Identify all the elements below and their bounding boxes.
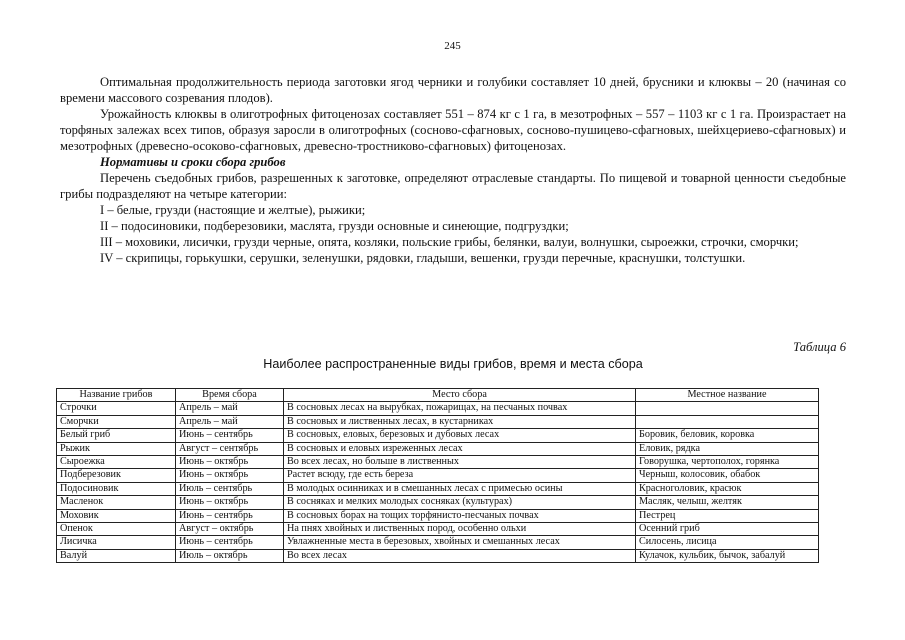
cell-local-name: Красноголовик, красюк: [636, 482, 819, 495]
table-row: [57, 482, 819, 495]
cell-time: Июнь – октябрь: [176, 456, 284, 469]
cell-name: Валуй: [57, 549, 176, 562]
cell-place: В молодых осинниках и в смешанных лесах с примесью осины: [284, 482, 636, 495]
category-item: III – моховики, лисички, грузди черные, опята, козляки, польские грибы, белянки, валуи, волнушки, сыроежки, строчки, сморчки;: [100, 235, 799, 249]
table-row: [57, 549, 819, 562]
cell-place: Во всех лесах: [284, 549, 636, 562]
cell-place: Увлажненные места в березовых, хвойных и смешанных лесах: [284, 536, 636, 549]
cell-name: Строчки: [57, 402, 176, 415]
cell-place: В сосновых и лиственных лесах, в кустарниках: [284, 415, 636, 428]
cell-place: В сосняках и мелких молодых сосняках (культурах): [284, 496, 636, 509]
cell-name: Масленок: [57, 496, 176, 509]
cell-local-name: Черныш, колосовик, обабок: [636, 469, 819, 482]
cell-place: Растет всюду, где есть береза: [284, 469, 636, 482]
table-row: [57, 442, 819, 455]
cell-name: Белый гриб: [57, 429, 176, 442]
cell-local-name: Еловик, рядка: [636, 442, 819, 455]
header-time: Время сбора: [176, 389, 284, 402]
category-item: IV – скрипицы, горькушки, серушки, зеленушки, рядовки, гладыши, вешенки, грузди перечные, краснушки, толстушки.: [100, 251, 746, 265]
cell-time: Июнь – сентябрь: [176, 536, 284, 549]
cell-time: Июнь – сентябрь: [176, 429, 284, 442]
header-place: Место сбора: [284, 389, 636, 402]
table-row: [57, 523, 819, 536]
cell-time: Август – октябрь: [176, 523, 284, 536]
cell-name: Опенок: [57, 523, 176, 536]
cell-name: Сморчки: [57, 415, 176, 428]
cell-name: Моховик: [57, 509, 176, 522]
cell-time: Июль – сентябрь: [176, 482, 284, 495]
cell-time: Июнь – октябрь: [176, 469, 284, 482]
header-name: Название грибов: [57, 389, 176, 402]
table-row: [57, 469, 819, 482]
page-number: 245: [444, 40, 461, 52]
cell-place: В сосновых, еловых, березовых и дубовых лесах: [284, 429, 636, 442]
table-row: [57, 456, 819, 469]
cell-local-name: Масляк, челыш, желтяк: [636, 496, 819, 509]
table-row: [57, 402, 819, 415]
table-header-row: [57, 389, 819, 402]
cell-local-name: Кулачок, кульбик, бычок, забалуй: [636, 549, 819, 562]
cell-local-name: Говорушка, чертополох, горянка: [636, 456, 819, 469]
cell-local-name: Боровик, беловик, коровка: [636, 429, 819, 442]
mushroom-table: [56, 388, 819, 563]
cell-local-name: Пестрец: [636, 509, 819, 522]
cell-name: Рыжик: [57, 442, 176, 455]
cell-name: Подосиновик: [57, 482, 176, 495]
cell-place: В сосновых лесах на вырубках, пожарищах, на песчаных почвах: [284, 402, 636, 415]
table-row: [57, 429, 819, 442]
cell-time: Апрель – май: [176, 402, 284, 415]
table-title: Наиболее распространенные виды грибов, время и места сбора: [263, 357, 643, 371]
header-local-name: Местное название: [636, 389, 819, 402]
cell-local-name: [636, 402, 819, 415]
table-row: [57, 415, 819, 428]
table-row: [57, 509, 819, 522]
cell-name: Лисичка: [57, 536, 176, 549]
body-text: [60, 74, 846, 266]
section-heading: Нормативы и сроки сбора грибов: [100, 155, 286, 169]
cell-local-name: [636, 415, 819, 428]
table-label: Таблица 6: [793, 340, 846, 354]
paragraph: Перечень съедобных грибов, разрешенных к заготовке, определяют отраслевые стандарты. По пищевой и товарной ценности съедобные грибы подразделяют на четыре категории:: [60, 171, 846, 201]
cell-place: В сосновых борах на тощих торфянисто-песчаных почвах: [284, 509, 636, 522]
cell-place: На пнях хвойных и лиственных пород, особенно ольхи: [284, 523, 636, 536]
cell-place: Во всех лесах, но больше в лиственных: [284, 456, 636, 469]
category-item: II – подосиновики, подберезовики, маслята, грузди основные и синеющие, подгруздки;: [100, 219, 569, 233]
cell-time: Август – сентябрь: [176, 442, 284, 455]
cell-place: В сосновых и еловых изреженных лесах: [284, 442, 636, 455]
cell-time: Июль – октябрь: [176, 549, 284, 562]
paragraph: Урожайность клюквы в олиготрофных фитоценозах составляет 551 – 874 кг с 1 га, в мезотрофных – 557 – 1103 кг с 1 га. Произрастает на торфяных залежах всех типов, образуя заросли в олиготрофных (сосново-сфагновых, сосново-пушицево-сфагновых, шейхцериево-сфагновых) и мезотрофных (древесно-осоково-сфагновых, древесно-тростниково-сфагновых) фитоценозах.: [60, 107, 846, 153]
table-row: [57, 536, 819, 549]
cell-time: Июнь – сентябрь: [176, 509, 284, 522]
cell-time: Июнь – октябрь: [176, 496, 284, 509]
paragraph: Оптимальная продолжительность периода заготовки ягод черники и голубики составляет 10 дней, брусники и клюквы – 20 (начиная со времени массового созревания плодов).: [60, 75, 846, 105]
table-body: [57, 402, 819, 563]
category-item: I – белые, грузди (настоящие и желтые), рыжики;: [100, 203, 366, 217]
cell-time: Апрель – май: [176, 415, 284, 428]
cell-name: Сыроежка: [57, 456, 176, 469]
cell-name: Подберезовик: [57, 469, 176, 482]
table-row: [57, 496, 819, 509]
cell-local-name: Силосень, лисица: [636, 536, 819, 549]
cell-local-name: Осенний гриб: [636, 523, 819, 536]
